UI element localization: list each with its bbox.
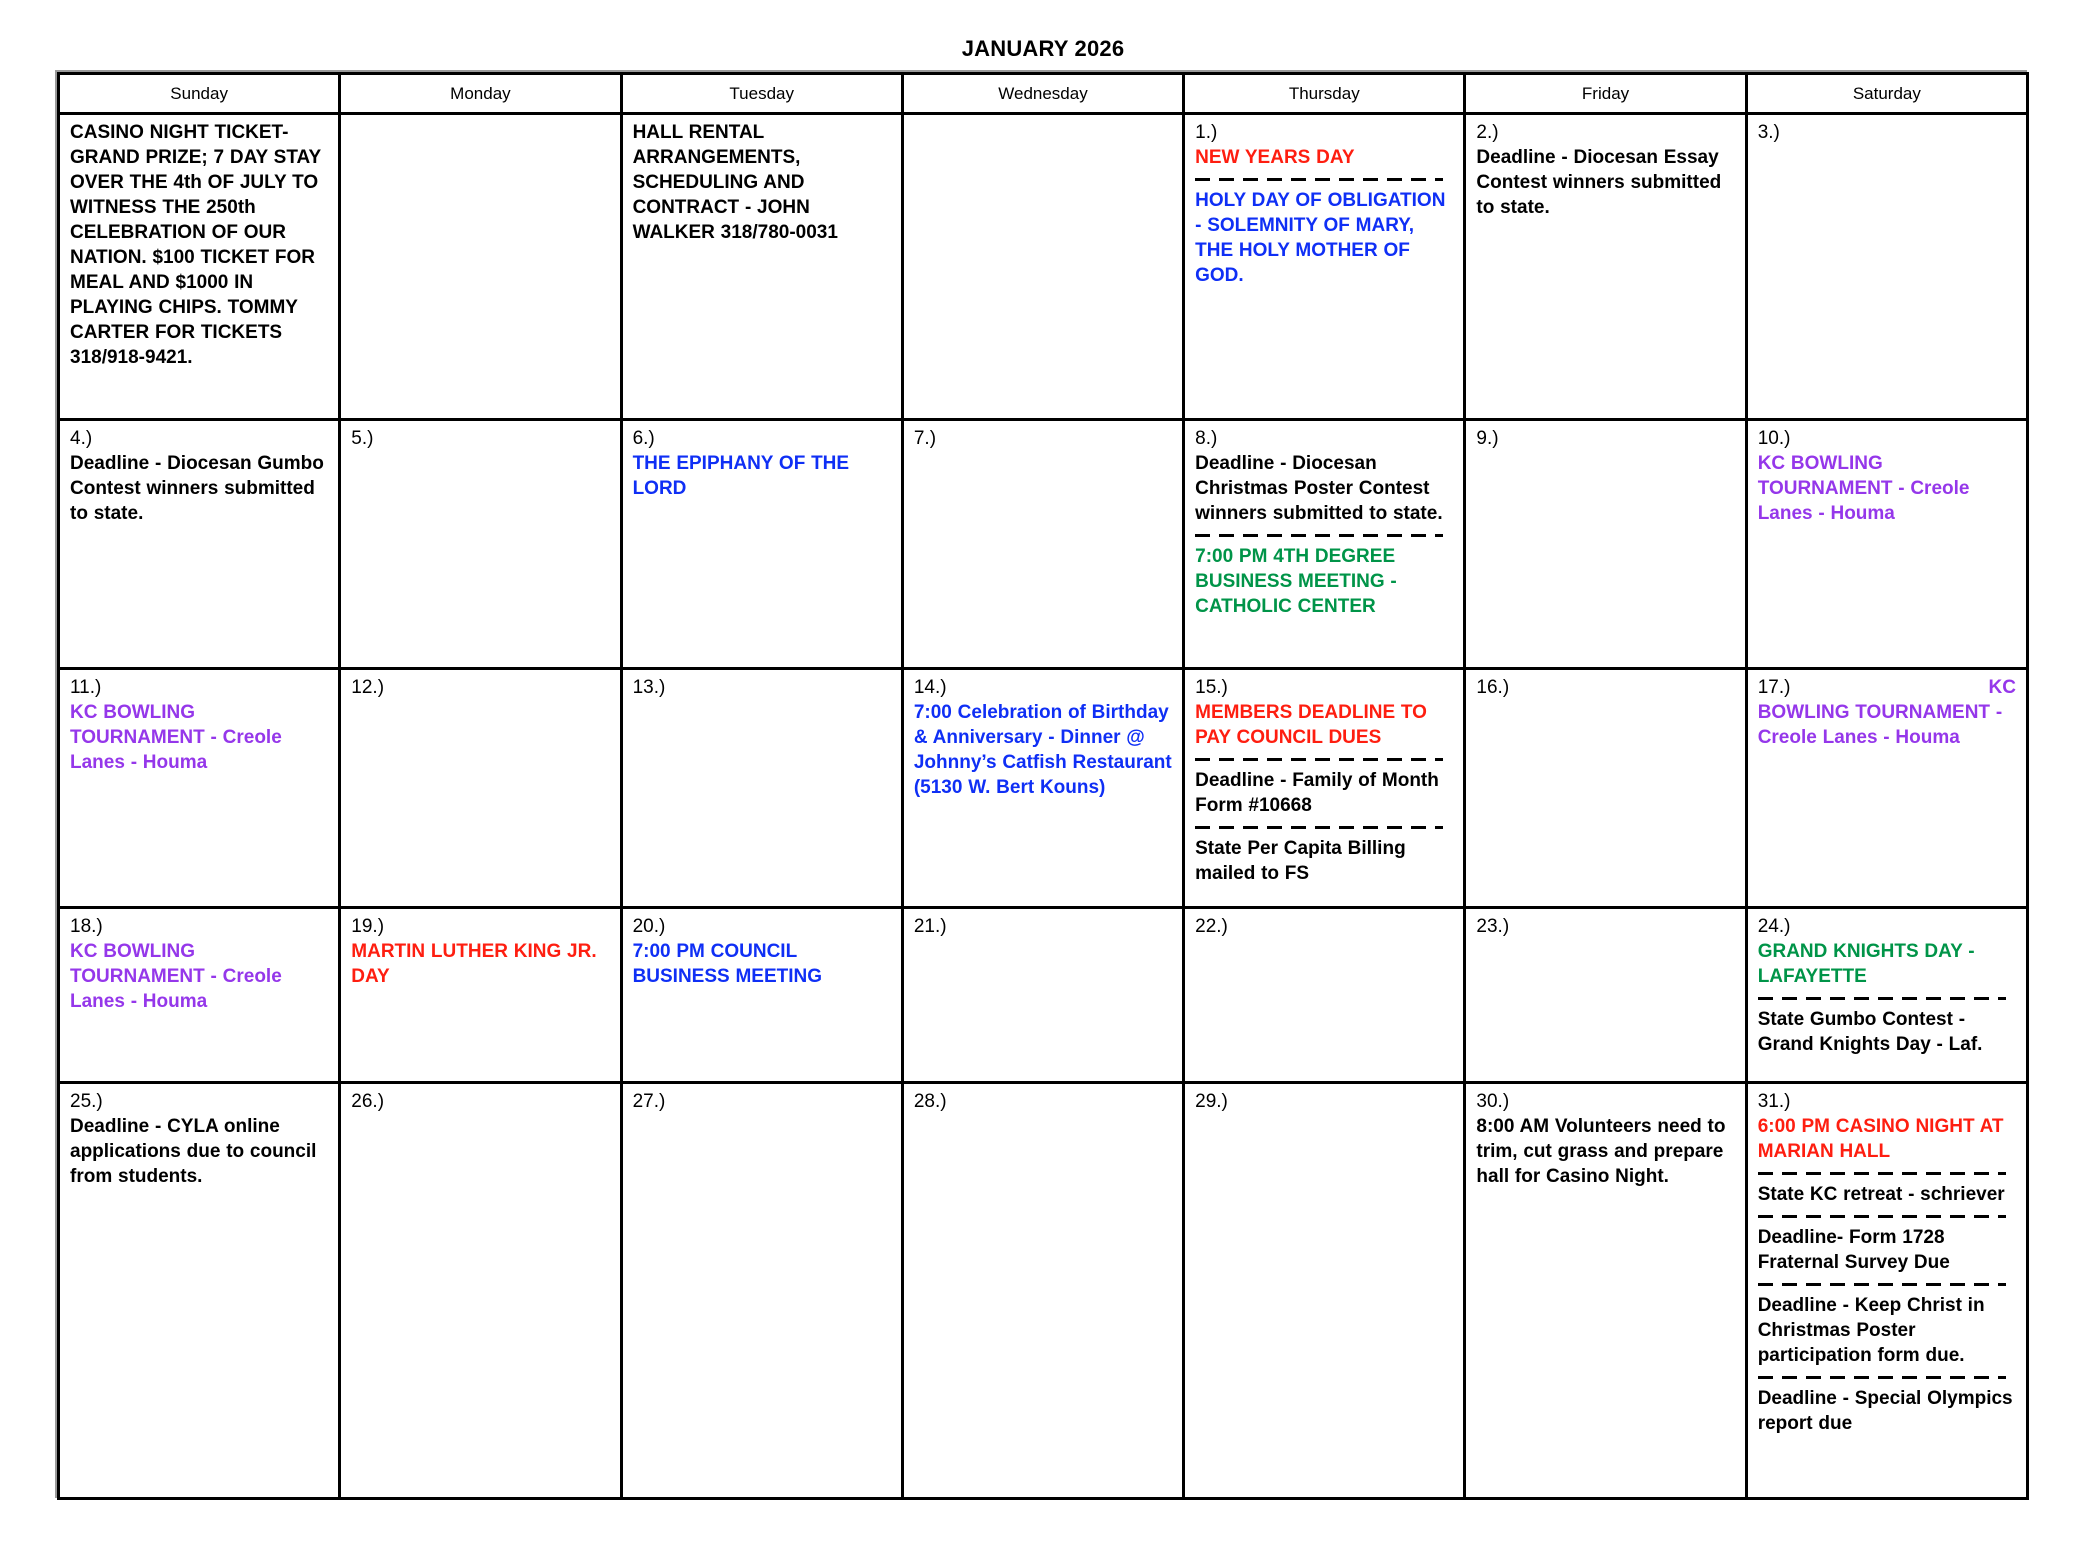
day-number: 21.)	[913, 916, 947, 937]
event-text: 7:00 PM COUNCIL BUSINESS MEETING	[632, 941, 823, 987]
day-number: 26.)	[351, 1091, 385, 1112]
day-cell	[1184, 114, 1465, 420]
weekday-header-cell: Thursday	[1184, 74, 1465, 114]
day-number-row	[914, 675, 1172, 700]
day-cell	[1465, 114, 1746, 420]
event-text: CASINO NIGHT TICKET-GRAND PRIZE; 7 DAY STAY OVER THE 4th OF JULY TO WITNESS THE 250th CELEBRATION OF OUR NATION. $100 TICKET FOR MEAL AND $1000 IN PLAYING CHIPS. TOMMY CARTER FOR TICKETS 318/918-9421.	[70, 122, 321, 368]
event-text: MARTIN LUTHER KING JR. DAY	[351, 941, 597, 987]
week-row	[59, 908, 2028, 1083]
day-number-row	[70, 1089, 328, 1114]
day-number-row	[1758, 120, 2016, 145]
day-number: 9.)	[1476, 428, 1499, 449]
day-number-row	[351, 426, 609, 451]
day-cell	[902, 420, 1183, 669]
event-text: Deadline - Diocesan Christmas Poster Contest winners submitted to state.	[1195, 453, 1443, 524]
event-divider	[1758, 1376, 2006, 1379]
event-text: Deadline- Form 1728 Fraternal Survey Due	[1757, 1227, 1950, 1273]
event-divider	[1758, 1172, 2006, 1175]
event-text: HOLY DAY OF OBLIGATION - SOLEMNITY OF MARY, THE HOLY MOTHER OF GOD.	[1195, 190, 1446, 286]
page-title: JANUARY 2026	[961, 36, 1125, 61]
day-number: 6.)	[632, 428, 655, 449]
weekday-header-cell: Monday	[340, 74, 621, 114]
day-number-row	[70, 426, 328, 451]
event-text: State KC retreat - schriever	[1757, 1184, 2005, 1205]
event-divider	[1195, 758, 1443, 761]
day-cell	[621, 114, 902, 420]
day-number: 15.)	[1195, 677, 1228, 698]
day-number-row	[351, 914, 609, 939]
event-text: NEW YEARS DAY	[1195, 147, 1355, 168]
day-number: 24.)	[1757, 916, 1791, 937]
weekday-header-cell: Friday	[1465, 74, 1746, 114]
day-number-suffix-event-text: KC	[1988, 677, 2016, 698]
day-cell	[59, 908, 340, 1083]
day-number: 20.)	[632, 916, 666, 937]
day-cell	[621, 1083, 902, 1499]
day-number-row	[914, 1089, 1172, 1114]
day-cell	[1465, 1083, 1746, 1499]
day-number-row	[70, 914, 328, 939]
day-cell	[902, 908, 1183, 1083]
day-number: 18.)	[70, 916, 103, 937]
day-number: 12.)	[351, 677, 385, 698]
event-text: Deadline - Family of Month Form #10668	[1195, 770, 1439, 816]
day-number-row	[1476, 1089, 1734, 1114]
day-number-row	[633, 675, 891, 700]
day-number: 25.)	[70, 1091, 103, 1112]
event-text: Deadline - Keep Christ in Christmas Poster participation form due.	[1757, 1295, 1985, 1366]
day-cell	[1746, 669, 2027, 908]
event-text: MEMBERS DEADLINE TO PAY COUNCIL DUES	[1195, 702, 1427, 748]
week-row	[59, 669, 2028, 908]
day-cell	[1746, 1083, 2027, 1499]
weekday-header-cell: Saturday	[1746, 74, 2027, 114]
event-text: GRAND KNIGHTS DAY - LAFAYETTE	[1757, 941, 1975, 987]
day-number-row	[1758, 675, 2016, 700]
day-number-row	[1758, 426, 2016, 451]
day-number-row	[1758, 1089, 2016, 1114]
day-cell	[621, 669, 902, 908]
day-cell	[621, 420, 902, 669]
day-number: 16.)	[1476, 677, 1510, 698]
day-number: 11.)	[70, 677, 102, 698]
day-number-row	[633, 1089, 891, 1114]
event-text: KC BOWLING TOURNAMENT - Creole Lanes - Houma	[1757, 453, 1970, 524]
event-text: BOWLING TOURNAMENT - Creole Lanes - Houma	[1757, 702, 2003, 748]
day-cell	[340, 114, 621, 420]
event-text: State Gumbo Contest - Grand Knights Day - Laf.	[1757, 1009, 1983, 1055]
day-number: 30.)	[1476, 1091, 1510, 1112]
day-number-row	[1195, 120, 1453, 145]
event-text: 7:00 PM 4TH DEGREE BUSINESS MEETING - CATHOLIC CENTER	[1195, 546, 1397, 617]
day-number: 29.)	[1195, 1091, 1228, 1112]
day-number: 14.)	[913, 677, 947, 698]
weekday-header-cell: Wednesday	[902, 74, 1183, 114]
day-number: 13.)	[632, 677, 666, 698]
event-text: State Per Capita Billing mailed to FS	[1195, 838, 1406, 884]
day-cell	[59, 669, 340, 908]
day-cell	[1746, 908, 2027, 1083]
event-text: Deadline - Diocesan Essay Contest winners submitted to state.	[1476, 147, 1722, 218]
event-divider	[1758, 1215, 2006, 1218]
day-cell	[1184, 1083, 1465, 1499]
day-number: 23.)	[1476, 916, 1510, 937]
day-cell	[902, 114, 1183, 420]
day-number: 10.)	[1757, 428, 1791, 449]
day-number-row	[1476, 120, 1734, 145]
weekday-header-cell: Sunday	[59, 74, 340, 114]
day-number-row	[1476, 914, 1734, 939]
event-divider	[1195, 534, 1443, 537]
day-number-row	[351, 1089, 609, 1114]
event-text: 6:00 PM CASINO NIGHT AT MARIAN HALL	[1757, 1116, 2004, 1162]
event-text: HALL RENTAL ARRANGEMENTS, SCHEDULING AND CONTRACT - JOHN WALKER 318/780-0031	[632, 122, 838, 243]
day-number: 5.)	[351, 428, 374, 449]
day-cell	[340, 420, 621, 669]
day-number-row	[1758, 914, 2016, 939]
day-cell	[1465, 669, 1746, 908]
week-row	[59, 114, 2028, 420]
event-text: Deadline - Diocesan Gumbo Contest winners submitted to state.	[70, 453, 324, 524]
day-cell	[1184, 669, 1465, 908]
day-number-row	[351, 675, 609, 700]
day-cell	[902, 1083, 1183, 1499]
event-text: KC BOWLING TOURNAMENT - Creole Lanes - Houma	[70, 702, 282, 773]
day-number: 27.)	[632, 1091, 666, 1112]
day-cell	[1184, 908, 1465, 1083]
weekday-header-cell: Tuesday	[621, 74, 902, 114]
day-number-row	[914, 426, 1172, 451]
day-number-row	[1195, 675, 1453, 700]
event-divider	[1195, 826, 1443, 829]
day-number-row	[914, 914, 1172, 939]
day-cell	[59, 1083, 340, 1499]
week-row	[59, 1083, 2028, 1499]
event-text: KC BOWLING TOURNAMENT - Creole Lanes - Houma	[70, 941, 282, 1012]
day-number: 3.)	[1757, 122, 1780, 143]
day-cell	[340, 1083, 621, 1499]
event-text: 7:00 Celebration of Birthday & Anniversary - Dinner @ Johnny’s Catfish Restaurant (5130 W. Bert Kouns)	[913, 702, 1172, 798]
day-number-row	[70, 675, 328, 700]
day-number: 4.)	[70, 428, 93, 449]
event-text: Deadline - Special Olympics report due	[1757, 1388, 2013, 1434]
day-number: 31.)	[1757, 1091, 1791, 1112]
day-cell	[340, 669, 621, 908]
day-cell	[1465, 908, 1746, 1083]
day-number-row	[1476, 426, 1734, 451]
event-divider	[1758, 997, 2006, 1000]
day-cell	[1184, 420, 1465, 669]
day-number-row	[633, 914, 891, 939]
day-cell	[1746, 420, 2027, 669]
day-cell	[902, 669, 1183, 908]
day-number-row	[1195, 1089, 1453, 1114]
day-number: 28.)	[913, 1091, 947, 1112]
day-number: 22.)	[1195, 916, 1228, 937]
day-number-row	[1476, 675, 1734, 700]
day-cell	[621, 908, 902, 1083]
day-cell	[59, 420, 340, 669]
day-cell	[340, 908, 621, 1083]
day-cell	[1746, 114, 2027, 420]
event-text: THE EPIPHANY OF THE LORD	[632, 453, 850, 499]
day-number: 8.)	[1195, 428, 1218, 449]
day-number: 2.)	[1476, 122, 1499, 143]
event-divider	[1195, 178, 1443, 181]
day-number: 7.)	[913, 428, 937, 449]
day-cell	[59, 114, 340, 420]
day-number-row	[1195, 914, 1453, 939]
event-text: Deadline - CYLA online applications due to council from students.	[70, 1116, 317, 1187]
day-number: 19.)	[351, 916, 385, 937]
event-text: 8:00 AM Volunteers need to trim, cut grass and prepare hall for Casino Night.	[1476, 1116, 1726, 1187]
weekday-header-row	[59, 74, 2028, 114]
day-number: 17.)	[1757, 677, 1791, 698]
event-divider	[1758, 1283, 2006, 1286]
calendar-grid	[57, 72, 2029, 1500]
day-number-row	[1195, 426, 1453, 451]
day-number-row	[633, 426, 891, 451]
day-cell	[1465, 420, 1746, 669]
week-row	[59, 420, 2028, 669]
day-number: 1.)	[1195, 122, 1218, 143]
